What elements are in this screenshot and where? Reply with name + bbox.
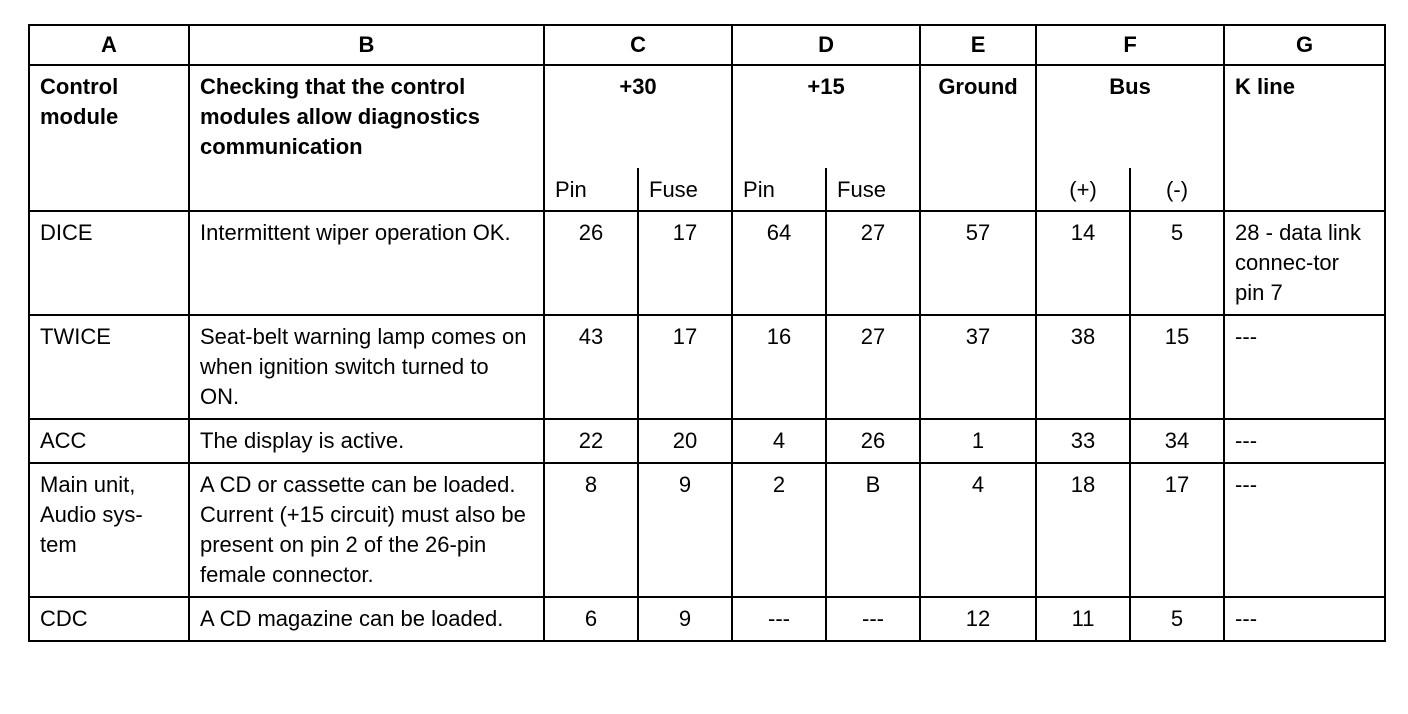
cell-module: CDC — [29, 597, 189, 641]
table-row — [29, 597, 1385, 641]
cell-module: ACC — [29, 419, 189, 463]
cell-d-pin: 16 — [732, 315, 826, 419]
column-letter-d: D — [732, 25, 920, 65]
cell-check: The display is active. — [189, 419, 544, 463]
header-control-module: Control module — [29, 65, 189, 168]
cell-d-pin: --- — [732, 597, 826, 641]
cell-bus-minus: 15 — [1130, 315, 1224, 419]
cell-module: Main unit, Audio sys-tem — [29, 463, 189, 597]
cell-c-pin: 6 — [544, 597, 638, 641]
header-plus30: +30 — [544, 65, 732, 168]
cell-check: Seat-belt warning lamp comes on when ignition switch turned to ON. — [189, 315, 544, 419]
cell-bus-minus: 17 — [1130, 463, 1224, 597]
column-letter-f: F — [1036, 25, 1224, 65]
cell-d-fuse: 26 — [826, 419, 920, 463]
column-letter-a: A — [29, 25, 189, 65]
cell-ground: 57 — [920, 211, 1036, 315]
header-bus: Bus — [1036, 65, 1224, 168]
column-letter-b: B — [189, 25, 544, 65]
cell-c-pin: 8 — [544, 463, 638, 597]
cell-ground: 12 — [920, 597, 1036, 641]
cell-bus-minus: 5 — [1130, 597, 1224, 641]
cell-c-fuse: 20 — [638, 419, 732, 463]
cell-bus-plus: 18 — [1036, 463, 1130, 597]
header-checking: Checking that the control modules allow diagnostics communication — [189, 65, 544, 168]
table-row — [29, 315, 1385, 419]
subheader-bus-minus: (-) — [1130, 168, 1224, 211]
header-plus15: +15 — [732, 65, 920, 168]
subheader-row — [29, 168, 1385, 211]
column-letter-e: E — [920, 25, 1036, 65]
cell-bus-plus: 38 — [1036, 315, 1130, 419]
cell-ground: 1 — [920, 419, 1036, 463]
subheader-empty-g — [1224, 168, 1385, 211]
cell-c-pin: 43 — [544, 315, 638, 419]
subheader-bus-plus: (+) — [1036, 168, 1130, 211]
subheader-c-pin: Pin — [544, 168, 638, 211]
subheader-c-fuse: Fuse — [638, 168, 732, 211]
subheader-empty-e — [920, 168, 1036, 211]
column-letter-g: G — [1224, 25, 1385, 65]
cell-d-fuse: 27 — [826, 211, 920, 315]
subheader-d-pin: Pin — [732, 168, 826, 211]
cell-check: A CD magazine can be loaded. — [189, 597, 544, 641]
cell-bus-plus: 14 — [1036, 211, 1130, 315]
cell-d-pin: 64 — [732, 211, 826, 315]
cell-bus-plus: 11 — [1036, 597, 1130, 641]
cell-c-pin: 26 — [544, 211, 638, 315]
diagnostics-table — [28, 24, 1386, 642]
header-ground: Ground — [920, 65, 1036, 168]
cell-c-fuse: 9 — [638, 463, 732, 597]
cell-d-pin: 2 — [732, 463, 826, 597]
cell-ground: 37 — [920, 315, 1036, 419]
cell-module: TWICE — [29, 315, 189, 419]
cell-c-pin: 22 — [544, 419, 638, 463]
column-letter-row — [29, 25, 1385, 65]
column-letter-c: C — [544, 25, 732, 65]
cell-c-fuse: 17 — [638, 315, 732, 419]
table-row — [29, 211, 1385, 315]
subheader-empty-a — [29, 168, 189, 211]
cell-d-fuse: --- — [826, 597, 920, 641]
cell-d-fuse: 27 — [826, 315, 920, 419]
table-row — [29, 419, 1385, 463]
cell-check: Intermittent wiper operation OK. — [189, 211, 544, 315]
cell-kline: 28 - data link connec-tor pin 7 — [1224, 211, 1385, 315]
header-kline: K line — [1224, 65, 1385, 168]
cell-c-fuse: 17 — [638, 211, 732, 315]
cell-d-pin: 4 — [732, 419, 826, 463]
cell-d-fuse: B — [826, 463, 920, 597]
cell-bus-minus: 5 — [1130, 211, 1224, 315]
header-row — [29, 65, 1385, 168]
subheader-empty-b — [189, 168, 544, 211]
cell-kline: --- — [1224, 463, 1385, 597]
cell-kline: --- — [1224, 597, 1385, 641]
cell-kline: --- — [1224, 419, 1385, 463]
cell-c-fuse: 9 — [638, 597, 732, 641]
cell-kline: --- — [1224, 315, 1385, 419]
cell-check: A CD or cassette can be loaded. Current (+15 circuit) must also be present on pin 2 of the 26-pin female connector. — [189, 463, 544, 597]
cell-ground: 4 — [920, 463, 1036, 597]
cell-bus-plus: 33 — [1036, 419, 1130, 463]
table-row — [29, 463, 1385, 597]
cell-module: DICE — [29, 211, 189, 315]
cell-bus-minus: 34 — [1130, 419, 1224, 463]
subheader-d-fuse: Fuse — [826, 168, 920, 211]
